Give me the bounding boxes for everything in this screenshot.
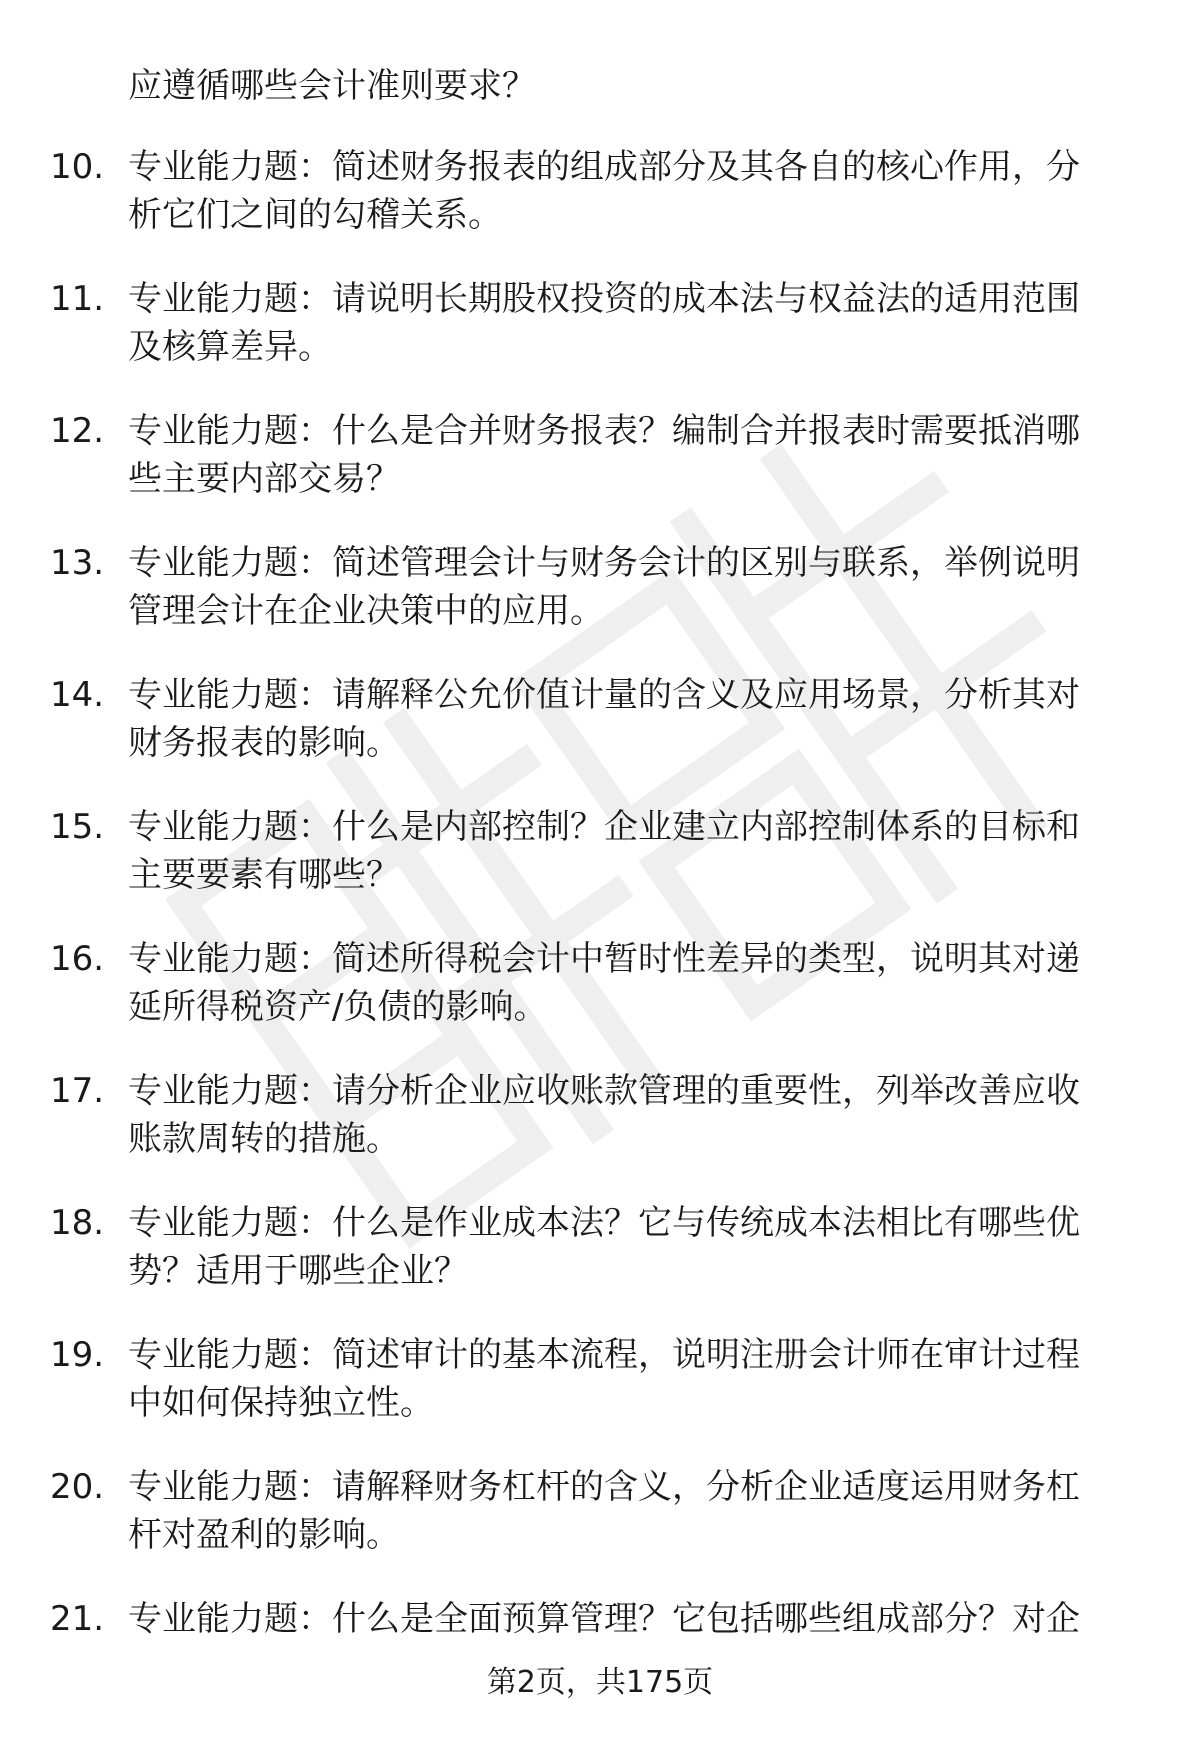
question-line: 中如何保持独立性。 — [128, 1383, 434, 1423]
question-number: 14. — [50, 675, 105, 715]
question-line: 账款周转的措施。 — [128, 1119, 400, 1159]
question-item — [0, 1199, 1200, 1331]
question-number: 19. — [50, 1335, 105, 1375]
question-item — [0, 275, 1200, 407]
question-number: 16. — [50, 939, 105, 979]
question-line: 专业能力题：请解释财务杠杆的含义，分析企业适度运用财务杠 — [128, 1467, 1080, 1507]
question-item — [0, 935, 1200, 1067]
question-line: 专业能力题：请说明长期股权投资的成本法与权益法的适用范围 — [128, 279, 1080, 319]
question-item — [0, 1331, 1200, 1463]
question-item — [0, 671, 1200, 803]
question-line: 专业能力题：简述财务报表的组成部分及其各自的核心作用，分 — [128, 147, 1080, 187]
question-number: 11. — [50, 279, 105, 319]
question-text — [128, 407, 1138, 503]
question-number: 20. — [50, 1467, 105, 1507]
question-item — [0, 539, 1200, 671]
question-item — [0, 1595, 1200, 1727]
question-number: 18. — [50, 1203, 105, 1243]
question-line: 主要要素有哪些？ — [128, 855, 400, 895]
question-line: 专业能力题：简述审计的基本流程，说明注册会计师在审计过程 — [128, 1335, 1080, 1375]
question-line: 专业能力题：请解释公允价值计量的含义及应用场景，分析其对 — [128, 675, 1080, 715]
question-item — [0, 1067, 1200, 1199]
question-text — [128, 671, 1138, 767]
question-line: 专业能力题：简述所得税会计中暂时性差异的类型，说明其对递 — [128, 939, 1080, 979]
question-text — [128, 143, 1138, 239]
question-line: 专业能力题：什么是内部控制？企业建立内部控制体系的目标和 — [128, 807, 1080, 847]
question-line: 杆对盈利的影响。 — [128, 1515, 400, 1555]
question-item — [0, 407, 1200, 539]
question-text — [128, 1463, 1138, 1559]
question-number: 15. — [50, 807, 105, 847]
question-text — [128, 1067, 1138, 1163]
question-number: 12. — [50, 411, 105, 451]
question-number: 10. — [50, 147, 105, 187]
question-line: 专业能力题：什么是合并财务报表？编制合并报表时需要抵消哪 — [128, 411, 1080, 451]
continuation-line: 应遵循哪些会计准则要求？ — [128, 66, 536, 106]
question-text — [128, 275, 1138, 371]
question-text — [128, 1595, 1138, 1643]
question-line: 些主要内部交易？ — [128, 459, 400, 499]
question-text — [128, 1331, 1138, 1427]
question-line: 析它们之间的勾稽关系。 — [128, 195, 502, 235]
question-number: 17. — [50, 1071, 105, 1111]
question-list — [0, 143, 1200, 1727]
question-text — [128, 803, 1138, 899]
question-text — [128, 539, 1138, 635]
question-line: 延所得税资产/负债的影响。 — [128, 987, 548, 1027]
question-number: 13. — [50, 543, 105, 583]
question-line: 财务报表的影响。 — [128, 723, 400, 763]
question-number: 21. — [50, 1599, 105, 1639]
question-text — [128, 1199, 1138, 1295]
question-line: 专业能力题：什么是作业成本法？它与传统成本法相比有哪些优 — [128, 1203, 1080, 1243]
question-line: 专业能力题：请分析企业应收账款管理的重要性，列举改善应收 — [128, 1071, 1080, 1111]
question-item — [0, 143, 1200, 275]
question-line: 专业能力题：简述管理会计与财务会计的区别与联系，举例说明 — [128, 543, 1080, 583]
question-line: 管理会计在企业决策中的应用。 — [128, 591, 604, 631]
question-line: 专业能力题：什么是全面预算管理？它包括哪些组成部分？对企 — [128, 1599, 1080, 1639]
question-item — [0, 803, 1200, 935]
question-text — [128, 935, 1138, 1031]
page-number-footer: 第2页，共175页 — [486, 1665, 714, 1700]
question-item — [0, 1463, 1200, 1595]
question-line: 势？适用于哪些企业？ — [128, 1251, 468, 1291]
question-line: 及核算差异。 — [128, 327, 332, 367]
